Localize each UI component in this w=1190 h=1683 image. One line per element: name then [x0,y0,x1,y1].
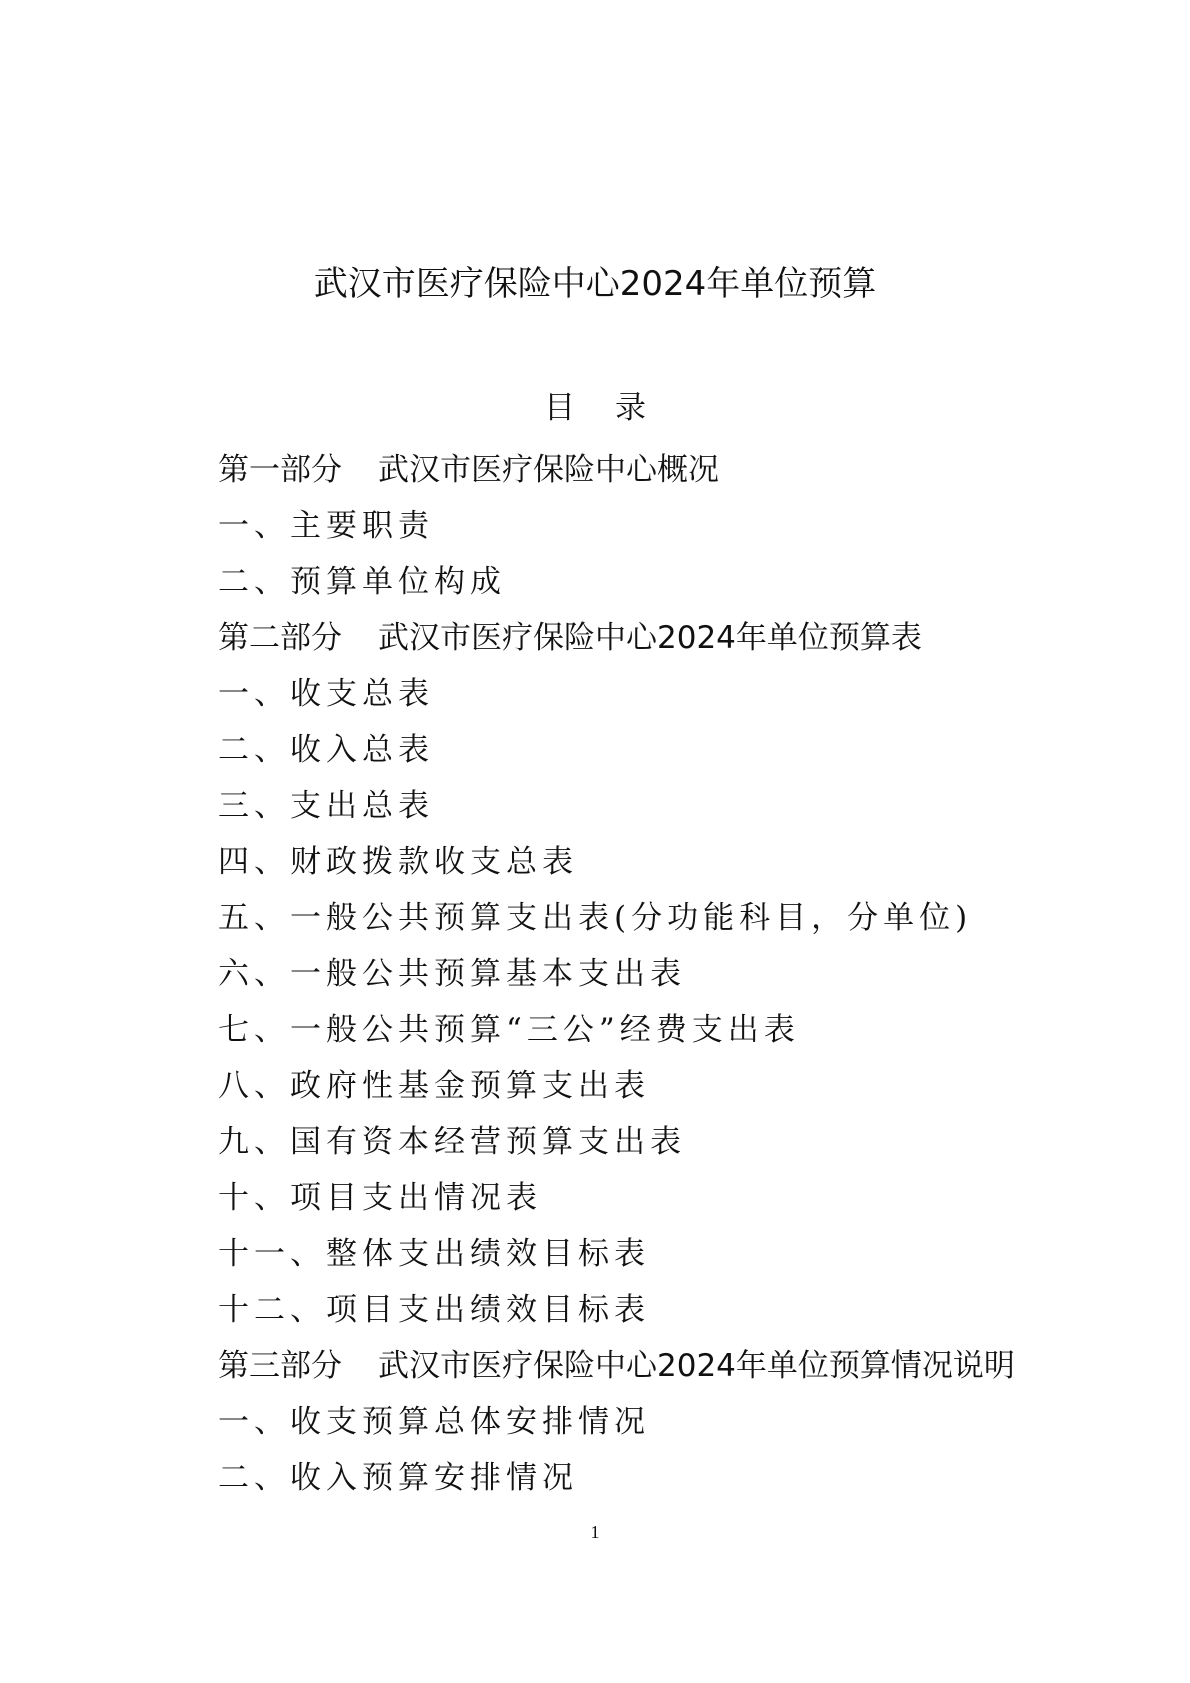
toc-item[interactable]: 十一、整体支出绩效目标表 [218,1236,650,1272]
page-number: 1 [590,1522,600,1542]
toc-item[interactable]: 二、收入预算安排情况 [218,1460,578,1496]
toc-part-label: 第一部分 [218,452,342,488]
toc-item[interactable]: 九、国有资本经营预算支出表 [218,1124,686,1160]
toc-heading [0,388,1190,428]
toc-item[interactable]: 十二、项目支出绩效目标表 [218,1292,650,1328]
toc-item[interactable]: 六、一般公共预算基本支出表 [218,956,686,992]
toc-heading-char: 目 [544,390,575,426]
toc-part-heading[interactable] [218,1338,1148,1394]
toc-part-label: 第三部分 [218,1348,342,1384]
toc-part-title: 武汉市医疗保险中心2024年单位预算表 [378,620,922,656]
toc-part-heading[interactable] [218,442,1148,498]
toc-item[interactable]: 八、政府性基金预算支出表 [218,1068,650,1104]
toc-part-heading[interactable] [218,610,1148,666]
toc-item[interactable]: 二、收入总表 [218,732,434,768]
toc-item[interactable]: 一、收支预算总体安排情况 [218,1404,650,1440]
toc-item[interactable]: 七、一般公共预算“三公”经费支出表 [218,1012,800,1048]
toc-item[interactable]: 五、一般公共预算支出表(分功能科目，分单位) [218,900,973,936]
toc-item[interactable]: 二、预算单位构成 [218,564,506,600]
toc-item[interactable]: 十、项目支出情况表 [218,1180,542,1216]
toc-item[interactable]: 一、收支总表 [218,676,434,712]
document-title: 武汉市医疗保险中心2024年单位预算 [313,264,877,304]
toc-item[interactable]: 一、主要职责 [218,508,434,544]
table-of-contents [218,442,1148,1506]
toc-part-label: 第二部分 [218,620,342,656]
toc-item[interactable]: 三、支出总表 [218,788,434,824]
toc-item[interactable]: 四、财政拨款收支总表 [218,844,578,880]
toc-heading-char: 录 [615,390,646,426]
toc-part-title: 武汉市医疗保险中心2024年单位预算情况说明 [378,1348,1015,1384]
toc-part-title: 武汉市医疗保险中心概况 [378,452,719,488]
